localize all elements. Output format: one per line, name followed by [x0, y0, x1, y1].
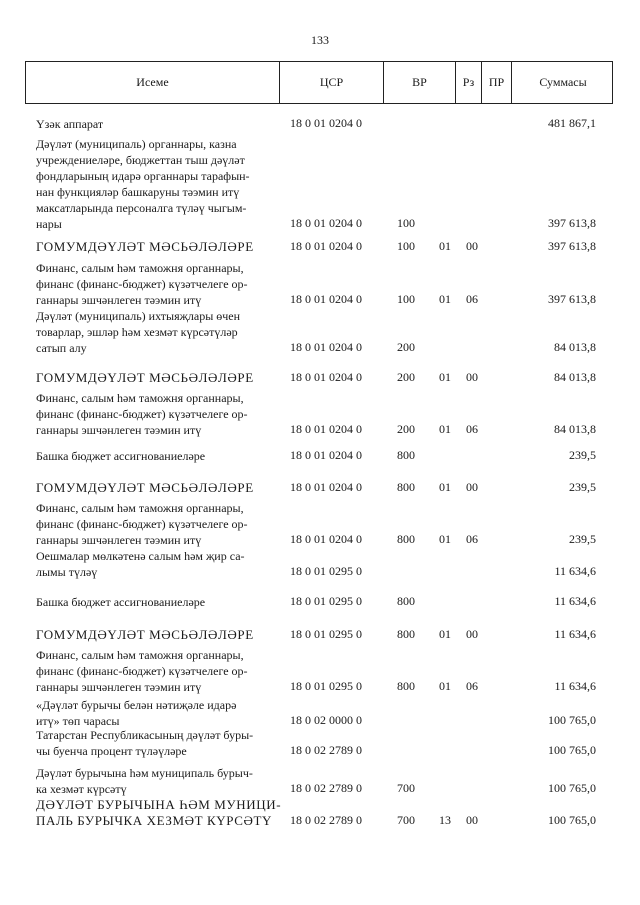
row-sum: 100 765,0: [548, 813, 596, 827]
row-csr: 18 0 01 0204 0: [290, 216, 362, 230]
row-sum: 84 013,8: [554, 422, 596, 436]
row-name-line: финанс (финанс-бюджет) күзәтчелеге ор-: [36, 407, 248, 421]
row-vr: 800: [397, 448, 415, 462]
row-csr: 18 0 01 0204 0: [290, 340, 362, 354]
row-sum: 84 013,8: [554, 370, 596, 384]
row-name-line: лымы түләү: [36, 565, 98, 579]
row-sum: 481 867,1: [548, 116, 596, 130]
header-rz: Рз: [455, 62, 481, 103]
row-name-line: ГОМУМДӘҮЛӘТ МӘСЬӘЛӘЛӘРЕ: [36, 239, 254, 254]
row-name: [36, 390, 276, 438]
row-name: [36, 647, 276, 695]
row-sum: 11 634,6: [554, 627, 596, 641]
row-name-line: нан функцияләр башкаруны тәэмин итү: [36, 185, 240, 199]
row-vr: 700: [397, 813, 415, 827]
row-csr: 18 0 01 0204 0: [290, 370, 362, 384]
page-number: 133: [311, 33, 329, 47]
row-name-line: Башка бюджет ассигнованиеләре: [36, 449, 206, 463]
row-pr: 00: [466, 480, 478, 494]
row-name-line: итү» төп чарасы: [36, 714, 120, 728]
row-name-line: Дәүләт бурычына һәм муниципаль бурыч-: [36, 766, 253, 780]
row-name: [36, 116, 276, 132]
row-csr: 18 0 02 2789 0: [290, 743, 362, 757]
row-name: [36, 627, 276, 643]
row-pr: 00: [466, 239, 478, 253]
row-sum: 397 613,8: [548, 239, 596, 253]
row-rz: 01: [439, 292, 451, 306]
row-sum: 100 765,0: [548, 781, 596, 795]
row-rz: 01: [439, 239, 451, 253]
row-csr: 18 0 01 0204 0: [290, 480, 362, 494]
row-pr: 06: [466, 679, 478, 693]
row-csr: 18 0 01 0204 0: [290, 239, 362, 253]
row-name-line: ГОМУМДӘҮЛӘТ МӘСЬӘЛӘЛӘРЕ: [36, 480, 254, 495]
row-name-line: Дәүләт (муниципаль) ихтыяҗлары өчен: [36, 309, 241, 323]
row-vr: 200: [397, 422, 415, 436]
row-pr: 06: [466, 532, 478, 546]
row-name: [36, 480, 276, 496]
row-name-line: максатларында персоналга түләү чыгым-: [36, 201, 247, 215]
row-pr: 00: [466, 627, 478, 641]
row-name-line: ГОМУМДӘҮЛӘТ МӘСЬӘЛӘЛӘРЕ: [36, 627, 254, 642]
row-rz: 01: [439, 532, 451, 546]
header-csr: ЦСР: [279, 62, 383, 103]
row-pr: 06: [466, 292, 478, 306]
row-rz: 01: [439, 480, 451, 494]
row-name-line: Дәүләт (муниципаль) органнары, казна: [36, 137, 237, 151]
row-sum: 239,5: [569, 448, 596, 462]
row-name-line: ганнары эшчәнлеген тәэмин итү: [36, 293, 202, 307]
row-name-line: Оешмалар мөлкәтенә салым һәм җир са-: [36, 549, 245, 563]
header-vr: ВР: [383, 62, 455, 103]
row-pr: 00: [466, 370, 478, 384]
row-sum: 11 634,6: [554, 679, 596, 693]
row-name: [36, 136, 276, 232]
row-name: [36, 548, 276, 580]
row-rz: 01: [439, 422, 451, 436]
row-name-line: финанс (финанс-бюджет) күзәтчелеге ор-: [36, 517, 248, 531]
row-vr: 200: [397, 370, 415, 384]
row-rz: 13: [439, 813, 451, 827]
row-sum: 11 634,6: [554, 564, 596, 578]
row-name: [36, 308, 276, 356]
row-name-line: учреждениеләре, бюджеттан тыш дәүләт: [36, 153, 245, 167]
row-vr: 800: [397, 594, 415, 608]
row-csr: 18 0 02 2789 0: [290, 781, 362, 795]
row-name-line: нары: [36, 217, 62, 231]
row-sum: 239,5: [569, 480, 596, 494]
header-name: Исеме: [136, 75, 169, 89]
row-name-line: чы буенча процент түләүләре: [36, 744, 187, 758]
row-sum: 11 634,6: [554, 594, 596, 608]
row-csr: 18 0 01 0295 0: [290, 679, 362, 693]
row-name-line: финанс (финанс-бюджет) күзәтчелеге ор-: [36, 664, 248, 678]
row-name-line: финанс (финанс-бюджет) күзәтчелеге ор-: [36, 277, 248, 291]
row-sum: 84 013,8: [554, 340, 596, 354]
row-name-line: Финанс, салым һәм таможня органнары,: [36, 648, 244, 662]
row-vr: 100: [397, 292, 415, 306]
row-csr: 18 0 01 0295 0: [290, 594, 362, 608]
row-pr: 06: [466, 422, 478, 436]
row-csr: 18 0 01 0204 0: [290, 422, 362, 436]
row-csr: 18 0 01 0204 0: [290, 292, 362, 306]
row-name: [36, 727, 276, 759]
row-name-line: Финанс, салым һәм таможня органнары,: [36, 261, 244, 275]
row-name: [36, 239, 276, 255]
row-name: [36, 448, 276, 464]
row-vr: 200: [397, 340, 415, 354]
row-rz: 01: [439, 370, 451, 384]
row-rz: 01: [439, 679, 451, 693]
row-name: [36, 594, 276, 610]
row-vr: 800: [397, 532, 415, 546]
row-name-line: ка хезмәт күрсәтү: [36, 782, 127, 796]
header-pr: ПР: [481, 62, 511, 103]
row-name-line: ГОМУМДӘҮЛӘТ МӘСЬӘЛӘЛӘРЕ: [36, 370, 254, 385]
row-name-line: ДӘҮЛӘТ БУРЫЧЫНА ҺӘМ МУНИЦИ-: [36, 797, 282, 812]
row-sum: 100 765,0: [548, 713, 596, 727]
row-name-line: Финанс, салым һәм таможня органнары,: [36, 391, 244, 405]
row-sum: 239,5: [569, 532, 596, 546]
row-name: [36, 370, 276, 386]
row-sum: 397 613,8: [548, 292, 596, 306]
row-csr: 18 0 02 0000 0: [290, 713, 362, 727]
row-csr: 18 0 01 0204 0: [290, 448, 362, 462]
row-name: [36, 765, 276, 797]
header-sum: Суммасы: [511, 62, 614, 103]
row-pr: 00: [466, 813, 478, 827]
row-name: [36, 260, 276, 308]
row-csr: 18 0 01 0295 0: [290, 627, 362, 641]
row-csr: 18 0 01 0295 0: [290, 564, 362, 578]
row-name-line: Үзәк аппарат: [36, 117, 104, 131]
row-name-line: ганнары эшчәнлеген тәэмин итү: [36, 533, 202, 547]
row-name: [36, 500, 276, 548]
row-name-line: сатып алу: [36, 341, 87, 355]
row-name: [36, 697, 276, 729]
row-name: [36, 797, 282, 829]
row-sum: 100 765,0: [548, 743, 596, 757]
table-header: [25, 61, 613, 104]
row-vr: 800: [397, 627, 415, 641]
row-vr: 100: [397, 239, 415, 253]
row-vr: 800: [397, 679, 415, 693]
row-name-line: товарлар, эшләр һәм хезмәт күрсәтүләр: [36, 325, 238, 339]
row-csr: 18 0 01 0204 0: [290, 532, 362, 546]
row-vr: 800: [397, 480, 415, 494]
row-name-line: «Дәүләт бурычы белән нәтиҗәле идарә: [36, 698, 237, 712]
row-name-line: Татарстан Республикасының дәүләт буры-: [36, 728, 254, 742]
row-name-line: ганнары эшчәнлеген тәэмин итү: [36, 680, 202, 694]
row-sum: 397 613,8: [548, 216, 596, 230]
row-name-line: ПАЛЬ БУРЫЧКА ХЕЗМӘТ КҮРСӘТҮ: [36, 813, 273, 828]
row-csr: 18 0 01 0204 0: [290, 116, 362, 130]
row-vr: 100: [397, 216, 415, 230]
row-name-line: Башка бюджет ассигнованиеләре: [36, 595, 206, 609]
row-rz: 01: [439, 627, 451, 641]
row-name-line: Финанс, салым һәм таможня органнары,: [36, 501, 244, 515]
row-name-line: фондларының идарә органнары тарафын-: [36, 169, 250, 183]
row-vr: 700: [397, 781, 415, 795]
row-name-line: ганнары эшчәнлеген тәэмин итү: [36, 423, 202, 437]
row-csr: 18 0 02 2789 0: [290, 813, 362, 827]
